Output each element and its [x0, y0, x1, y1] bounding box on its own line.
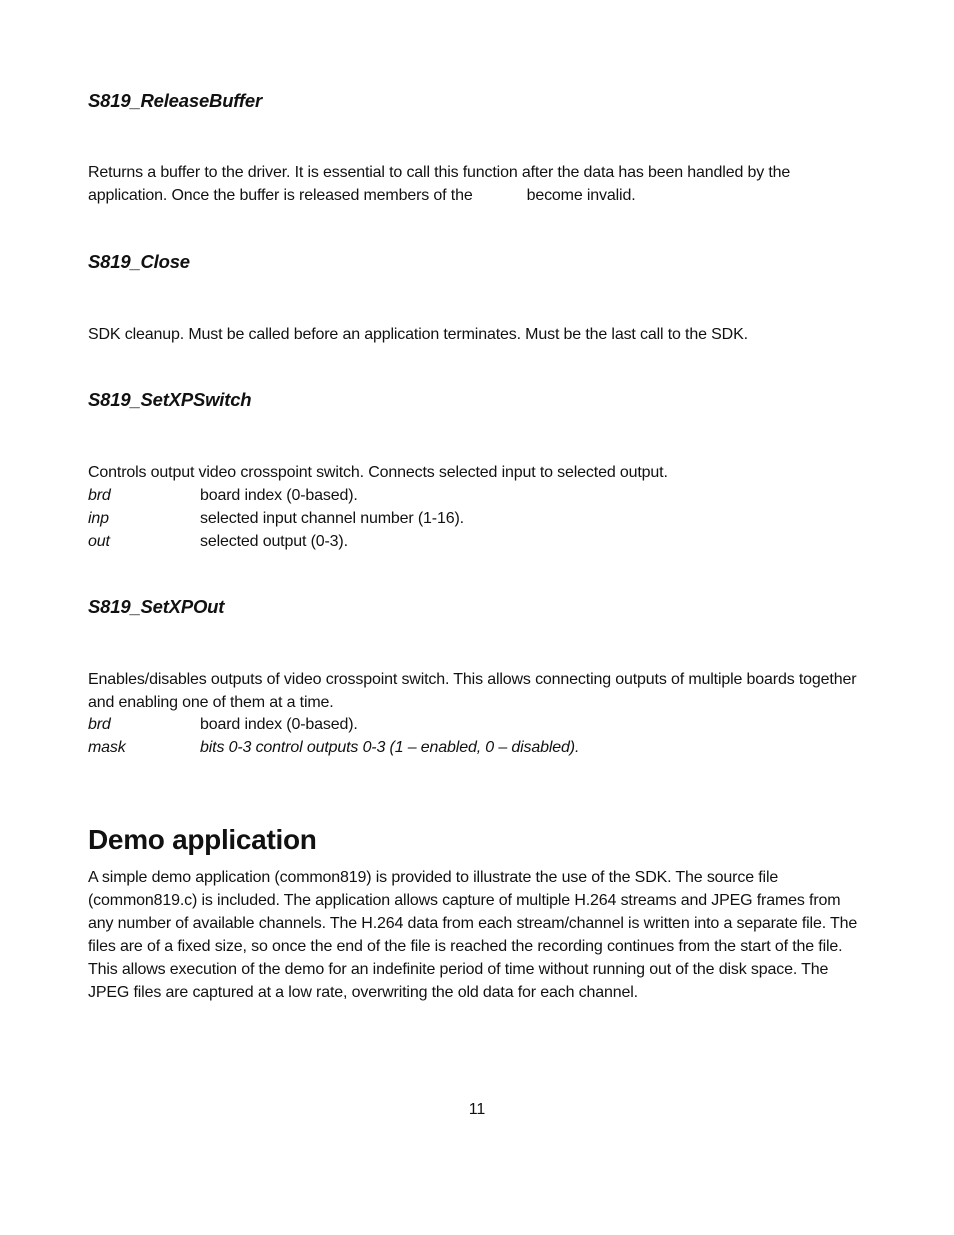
param-name: inp: [88, 510, 109, 527]
param-row: [88, 736, 868, 759]
release-buffer-description: [88, 161, 868, 207]
param-row: [88, 484, 868, 507]
param-description: bits 0-3 control outputs 0-3 (1 – enabled, 0 – disabled).: [200, 739, 580, 756]
param-row: [88, 507, 868, 530]
param-description: board index (0-based).: [200, 487, 358, 504]
set-xp-switch-heading: S819_SetXPSwitch: [88, 389, 252, 410]
demo-application-body: A simple demo application (common819) is provided to illustrate the use of the SDK. The source file (common819.c) is included. The application allows capture of multiple H.264 streams and JPEG frames from any number of available channels. The H.264 data from each stream/channel is written into a separate file. The files are of a fixed size, so once the end of the file is reached the recording continues from the start of the file. This allows execution of the demo for an indefinite period of time without running out of the disk space. The JPEG files are captured at a low rate, overwriting the old data for each channel.: [88, 869, 858, 1001]
demo-application-heading: Demo application: [88, 824, 317, 855]
set-xp-switch-description: Controls output video crosspoint switch. Connects selected input to selected output.: [88, 464, 668, 481]
release-buffer-desc-part2: become invalid.: [526, 187, 636, 204]
param-row: [88, 530, 868, 553]
set-xp-out-description: Enables/disables outputs of video crosspoint switch. This allows connecting outputs of multiple boards together and enabling one of them at a time.: [88, 671, 857, 711]
close-heading: S819_Close: [88, 251, 190, 272]
param-name: brd: [88, 716, 111, 733]
param-name: mask: [88, 739, 126, 756]
param-description: selected input channel number (1-16).: [200, 510, 464, 527]
set-xp-out-heading: S819_SetXPOut: [88, 596, 225, 617]
release-buffer-heading: S819_ReleaseBuffer: [88, 90, 262, 111]
page-number: 11: [468, 1101, 486, 1118]
release-buffer-desc-part1: Returns a buffer to the driver. It is essential to call this function after the data has been handled by the application. Once the buffer is released members of the: [88, 164, 791, 204]
close-description: SDK cleanup. Must be called before an application terminates. Must be the last call to the SDK.: [88, 326, 748, 343]
param-row: [88, 713, 868, 736]
param-description: selected output (0-3).: [200, 533, 348, 550]
param-name: out: [88, 533, 110, 550]
param-description: board index (0-based).: [200, 716, 358, 733]
param-name: brd: [88, 487, 111, 504]
